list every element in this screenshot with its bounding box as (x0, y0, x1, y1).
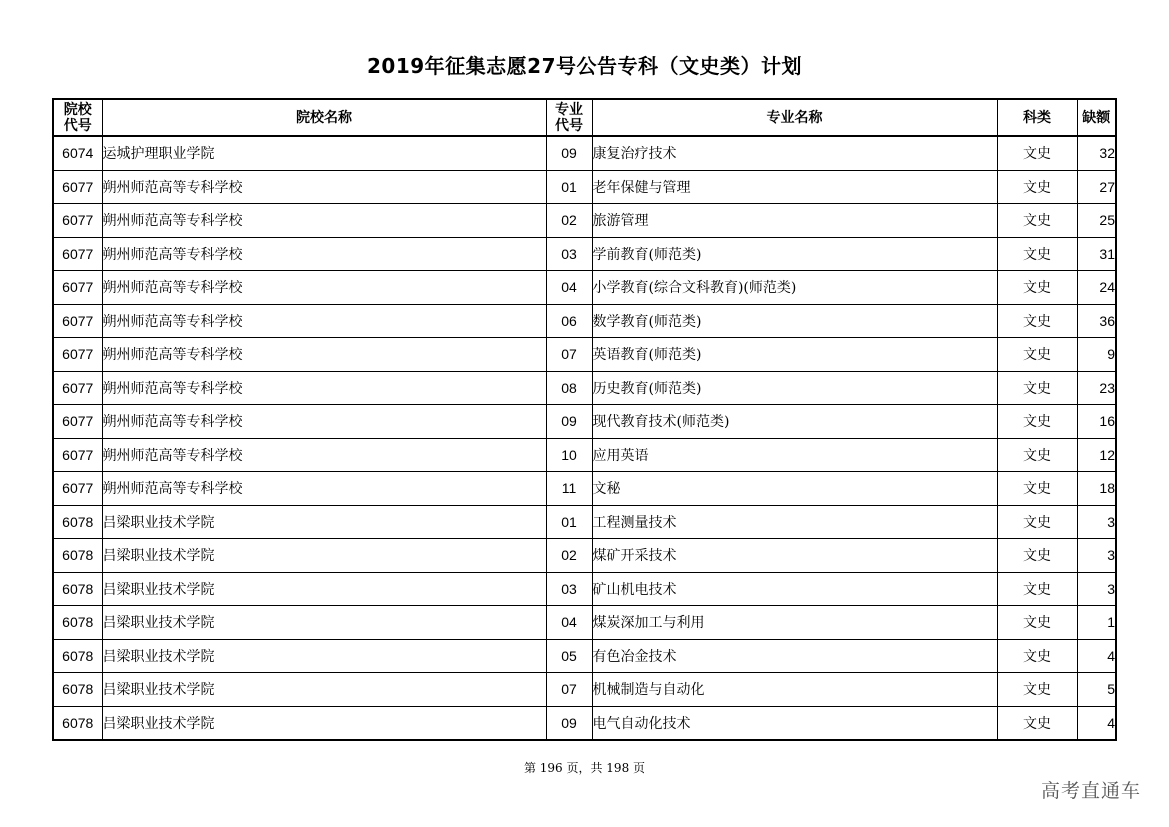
school-name-cell: 朔州师范高等专科学校 (102, 204, 546, 238)
major-name-cell: 英语教育(师范类) (592, 338, 997, 372)
quota-cell: 27 (1077, 170, 1116, 204)
major-code-cell: 01 (546, 170, 592, 204)
major-code-cell: 09 (546, 706, 592, 740)
table-row (53, 170, 1116, 204)
school-name-cell: 吕梁职业技术学院 (102, 639, 546, 673)
major-name-cell: 旅游管理 (592, 204, 997, 238)
major-code-cell: 04 (546, 606, 592, 640)
category-cell: 文史 (997, 673, 1077, 707)
category-cell: 文史 (997, 639, 1077, 673)
page-footer: 第 196 页，共 198 页 (523, 761, 646, 775)
school-code-cell: 6078 (53, 606, 102, 640)
quota-cell: 31 (1077, 237, 1116, 271)
table-row (53, 639, 1116, 673)
school-name-cell: 吕梁职业技术学院 (102, 706, 546, 740)
table-row (53, 204, 1116, 238)
category-cell: 文史 (997, 170, 1077, 204)
school-code-cell: 6077 (53, 204, 102, 238)
school-name-cell: 朔州师范高等专科学校 (102, 438, 546, 472)
category-cell: 文史 (997, 271, 1077, 305)
major-code-cell: 08 (546, 371, 592, 405)
major-name-cell: 文秘 (592, 472, 997, 506)
school-name-cell: 朔州师范高等专科学校 (102, 170, 546, 204)
major-code-cell: 09 (546, 405, 592, 439)
major-code-cell: 10 (546, 438, 592, 472)
major-name-cell: 学前教育(师范类) (592, 237, 997, 271)
category-cell: 文史 (997, 371, 1077, 405)
header-category: 科类 (997, 99, 1077, 136)
quota-cell: 5 (1077, 673, 1116, 707)
school-name-cell: 朔州师范高等专科学校 (102, 371, 546, 405)
school-name-cell: 朔州师范高等专科学校 (102, 304, 546, 338)
category-cell: 文史 (997, 706, 1077, 740)
quota-cell: 32 (1077, 136, 1116, 170)
school-code-cell: 6077 (53, 338, 102, 372)
page-title: 2019年征集志愿27号公告专科（文史类）计划 (367, 54, 802, 78)
school-name-cell: 吕梁职业技术学院 (102, 606, 546, 640)
table-row (53, 572, 1116, 606)
major-code-cell: 05 (546, 639, 592, 673)
school-code-cell: 6078 (53, 639, 102, 673)
major-name-cell: 煤矿开采技术 (592, 539, 997, 573)
school-code-cell: 6074 (53, 136, 102, 170)
quota-cell: 9 (1077, 338, 1116, 372)
category-cell: 文史 (997, 405, 1077, 439)
header-school-code-line1: 院校 (63, 101, 92, 118)
school-name-cell: 吕梁职业技术学院 (102, 539, 546, 573)
school-code-cell: 6077 (53, 304, 102, 338)
table-row (53, 338, 1116, 372)
school-code-cell: 6078 (53, 505, 102, 539)
school-name-cell: 朔州师范高等专科学校 (102, 237, 546, 271)
quota-cell: 3 (1077, 539, 1116, 573)
school-code-cell: 6077 (53, 237, 102, 271)
major-name-cell: 矿山机电技术 (592, 572, 997, 606)
major-code-cell: 03 (546, 237, 592, 271)
school-code-cell: 6077 (53, 371, 102, 405)
table-row (53, 271, 1116, 305)
major-name-cell: 历史教育(师范类) (592, 371, 997, 405)
table-row (53, 673, 1116, 707)
header-school-code (53, 99, 102, 136)
quota-cell: 3 (1077, 505, 1116, 539)
school-code-cell: 6078 (53, 539, 102, 573)
major-code-cell: 07 (546, 338, 592, 372)
header-school-code-line2: 代号 (63, 117, 92, 134)
category-cell: 文史 (997, 136, 1077, 170)
major-name-cell: 有色冶金技术 (592, 639, 997, 673)
school-name-cell: 朔州师范高等专科学校 (102, 405, 546, 439)
quota-cell: 36 (1077, 304, 1116, 338)
school-code-cell: 6078 (53, 673, 102, 707)
category-cell: 文史 (997, 204, 1077, 238)
header-school-name: 院校名称 (102, 99, 546, 136)
school-code-cell: 6077 (53, 438, 102, 472)
major-name-cell: 机械制造与自动化 (592, 673, 997, 707)
school-code-cell: 6077 (53, 170, 102, 204)
header-quota: 缺额 (1077, 99, 1116, 136)
school-name-cell: 吕梁职业技术学院 (102, 572, 546, 606)
major-code-cell: 07 (546, 673, 592, 707)
table-row (53, 606, 1116, 640)
school-code-cell: 6077 (53, 472, 102, 506)
major-code-cell: 09 (546, 136, 592, 170)
category-cell: 文史 (997, 505, 1077, 539)
major-code-cell: 01 (546, 505, 592, 539)
table-row (53, 237, 1116, 271)
quota-cell: 23 (1077, 371, 1116, 405)
major-code-cell: 04 (546, 271, 592, 305)
quota-cell: 12 (1077, 438, 1116, 472)
school-name-cell: 运城护理职业学院 (102, 136, 546, 170)
category-cell: 文史 (997, 304, 1077, 338)
quota-cell: 24 (1077, 271, 1116, 305)
quota-cell: 3 (1077, 572, 1116, 606)
major-name-cell: 工程测量技术 (592, 505, 997, 539)
school-name-cell: 朔州师范高等专科学校 (102, 472, 546, 506)
category-cell: 文史 (997, 438, 1077, 472)
table-row (53, 304, 1116, 338)
table-row (53, 371, 1116, 405)
category-cell: 文史 (997, 606, 1077, 640)
plan-table (52, 98, 1117, 741)
category-cell: 文史 (997, 237, 1077, 271)
table-row (53, 505, 1116, 539)
major-name-cell: 应用英语 (592, 438, 997, 472)
category-cell: 文史 (997, 338, 1077, 372)
major-code-cell: 06 (546, 304, 592, 338)
category-cell: 文史 (997, 539, 1077, 573)
school-name-cell: 朔州师范高等专科学校 (102, 338, 546, 372)
quota-cell: 18 (1077, 472, 1116, 506)
table-row (53, 706, 1116, 740)
school-code-cell: 6077 (53, 405, 102, 439)
major-code-cell: 11 (546, 472, 592, 506)
school-code-cell: 6078 (53, 572, 102, 606)
major-name-cell: 康复治疗技术 (592, 136, 997, 170)
table-row (53, 472, 1116, 506)
school-name-cell: 吕梁职业技术学院 (102, 505, 546, 539)
header-major-name: 专业名称 (592, 99, 997, 136)
major-name-cell: 现代教育技术(师范类) (592, 405, 997, 439)
major-code-cell: 02 (546, 204, 592, 238)
table-row (53, 438, 1116, 472)
quota-cell: 4 (1077, 639, 1116, 673)
table-row (53, 136, 1116, 170)
major-name-cell: 小学教育(综合文科教育)(师范类) (592, 271, 997, 305)
header-major-code-line1: 专业 (555, 101, 583, 118)
category-cell: 文史 (997, 472, 1077, 506)
table-row (53, 539, 1116, 573)
school-name-cell: 朔州师范高等专科学校 (102, 271, 546, 305)
school-code-cell: 6077 (53, 271, 102, 305)
quota-cell: 16 (1077, 405, 1116, 439)
header-major-code (546, 99, 592, 136)
major-name-cell: 数学教育(师范类) (592, 304, 997, 338)
quota-cell: 25 (1077, 204, 1116, 238)
category-cell: 文史 (997, 572, 1077, 606)
watermark: 高考直通车 (1040, 780, 1141, 802)
table-header-row (53, 99, 1116, 136)
major-code-cell: 03 (546, 572, 592, 606)
school-name-cell: 吕梁职业技术学院 (102, 673, 546, 707)
major-name-cell: 老年保健与管理 (592, 170, 997, 204)
header-major-code-line2: 代号 (555, 117, 583, 134)
major-name-cell: 电气自动化技术 (592, 706, 997, 740)
major-name-cell: 煤炭深加工与利用 (592, 606, 997, 640)
major-code-cell: 02 (546, 539, 592, 573)
table-row (53, 405, 1116, 439)
quota-cell: 4 (1077, 706, 1116, 740)
table-body (53, 136, 1116, 740)
quota-cell: 1 (1077, 606, 1116, 640)
school-code-cell: 6078 (53, 706, 102, 740)
